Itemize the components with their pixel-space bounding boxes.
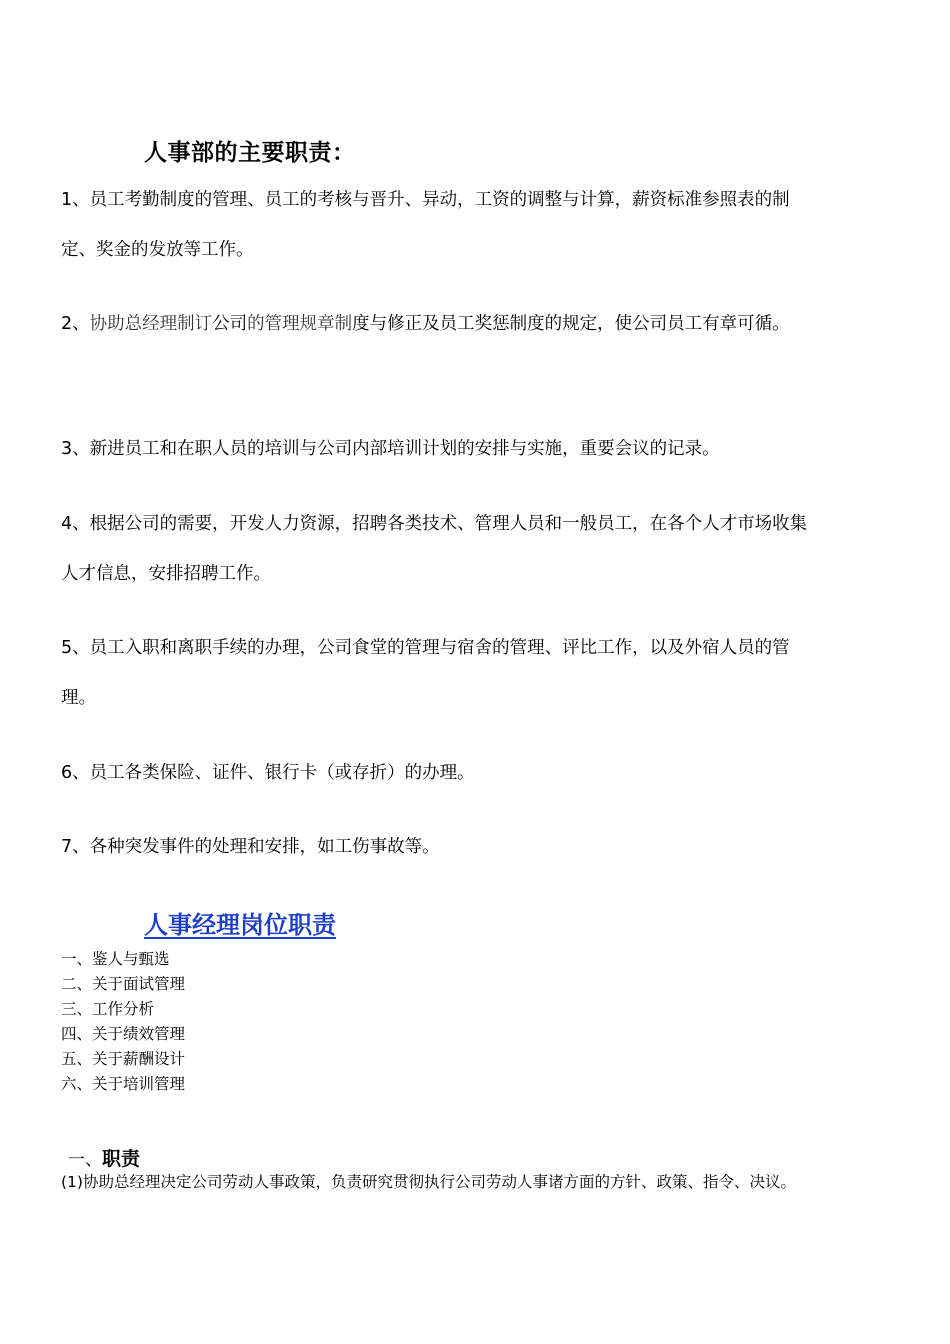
duty-item-4: 4、根据公司的需要，开发人力资源，招聘各类技术、管理人员和一般员工，在各个人才市场收集人才信息，安排招聘工作。 [61, 514, 808, 584]
toc-item: 一、鉴人与甄选 [61, 950, 170, 968]
duty-item-2-suffix: 度与修正及员工奖惩制度的规定，使公司员工有章可循。 [352, 314, 790, 334]
duty-item-2 [61, 299, 821, 349]
table-of-contents [61, 947, 185, 1097]
section-number: 一、 [68, 1150, 102, 1170]
duty-item-1: 1、员工考勤制度的管理、员工的考核与晋升、异动，工资的调整与计算，薪资标准参照表的制定、奖金的发放等工作。 [61, 190, 790, 260]
toc-item: 五、关于薪酬设计 [61, 1050, 186, 1068]
manager-duties-title-link[interactable]: 人事经理岗位职责 [144, 911, 336, 939]
toc-item: 二、关于面试管理 [61, 975, 186, 993]
duty-item-2-serif-1: 协助总经理制订 [89, 314, 213, 334]
paragraph: (1)协助总经理决定公司劳动人事政策，负责研究贯彻执行公司劳动人事诸方面的方针、政策、指令、决议。 [61, 1173, 796, 1191]
duty-item-5: 5、员工入职和离职手续的办理，公司食堂的管理与宿舍的管理、评比工作，以及外宿人员的管理。 [61, 638, 790, 708]
toc-item: 六、关于培训管理 [61, 1075, 186, 1093]
duty-item-6: 6、员工各类保险、证件、银行卡（或存折）的办理。 [61, 763, 475, 783]
duty-item-2-serif-2: 的管理规章制 [247, 314, 353, 334]
section-heading [68, 1144, 140, 1171]
toc-item: 三、工作分析 [61, 1000, 155, 1018]
duty-item-2-prefix: 2、 [61, 314, 90, 334]
toc-item: 四、关于绩效管理 [61, 1025, 186, 1043]
duty-item-2-mid: 公司 [212, 314, 248, 334]
section-title: 职责 [102, 1148, 141, 1170]
duty-item-7: 7、各种突发事件的处理和安排，如工伤事故等。 [61, 837, 440, 857]
page-title: 人事部的主要职责： [144, 140, 356, 166]
duty-item-3: 3、新进员工和在职人员的培训与公司内部培训计划的安排与实施，重要会议的记录。 [61, 439, 720, 459]
